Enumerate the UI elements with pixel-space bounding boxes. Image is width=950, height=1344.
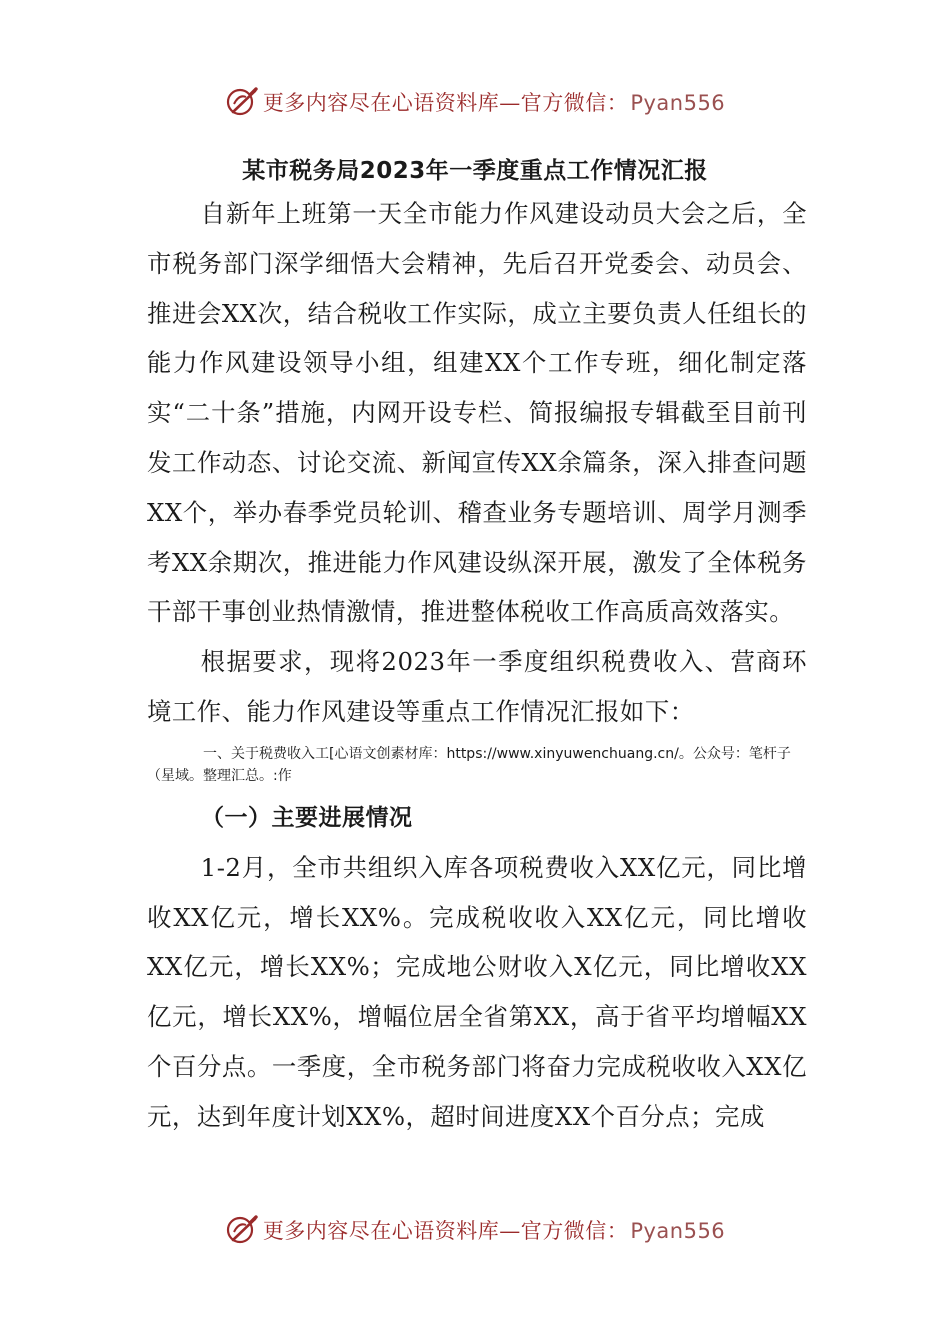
section-one-note: 一、关于税费收入工[心语文创素材库：https://www.xinyuwenchuang.cn/。公众号：笔杆子（星域。整理汇总。:作 bbox=[147, 745, 791, 784]
banner-contact: Pyan556 bbox=[630, 1219, 726, 1243]
document-body bbox=[147, 189, 807, 1142]
paragraph-intro: 自新年上班第一天全市能力作风建设动员大会之后，全市税务部门深学细悟大会精神，先后召开党委会、动员会、推进会XX次，结合税收工作实际，成立主要负责人任组长的能力作风建设领导小组，组建XX个工作专班，细化制定落实“二十条”措施，内网开设专栏、简报编报专辑截至目前刊发工作动态、讨论交流、新闻宣传XX余篇条，深入排查问题XX个，举办春季党员轮训、稽查业务专题培训、周学月测季考XX余期次，推进能力作风建设纵深开展，激发了全体税务干部干事创业热情激情，推进整体税收工作高质高效落实。 bbox=[147, 199, 807, 627]
document-title: 某市税务局2023年一季度重点工作情况汇报 bbox=[242, 158, 708, 184]
paragraph-request: 根据要求，现将2023年一季度组织税费收入、营商环境工作、能力作风建设等重点工作情况汇报如下： bbox=[147, 647, 807, 726]
banner-text: 更多内容尽在心语资料库—官方微信：Pyan556 bbox=[262, 1219, 726, 1243]
pen-logo-icon bbox=[225, 85, 259, 119]
pen-logo-icon bbox=[225, 1213, 259, 1247]
header-banner bbox=[0, 82, 950, 122]
banner-text: 更多内容尽在心语资料库—官方微信：Pyan556 bbox=[262, 91, 726, 115]
paragraph-progress: 1-2月，全市共组织入库各项税费收入XX亿元，同比增收XX亿元，增长XX%。完成税收收入XX亿元，同比增收XX亿元，增长XX%；完成地公财收入X亿元，同比增收XX亿元，增长XX%，增幅位居全省第XX，高于省平均增幅XX个百分点。一季度，全市税务部门将奋力完成税收收入XX亿元，达到年度计划XX%，超时间进度XX个百分点；完成 bbox=[147, 852, 807, 1131]
footer-banner bbox=[0, 1210, 950, 1250]
banner-contact: Pyan556 bbox=[630, 91, 726, 115]
section-heading: （一）主要进展情况 bbox=[201, 804, 413, 831]
